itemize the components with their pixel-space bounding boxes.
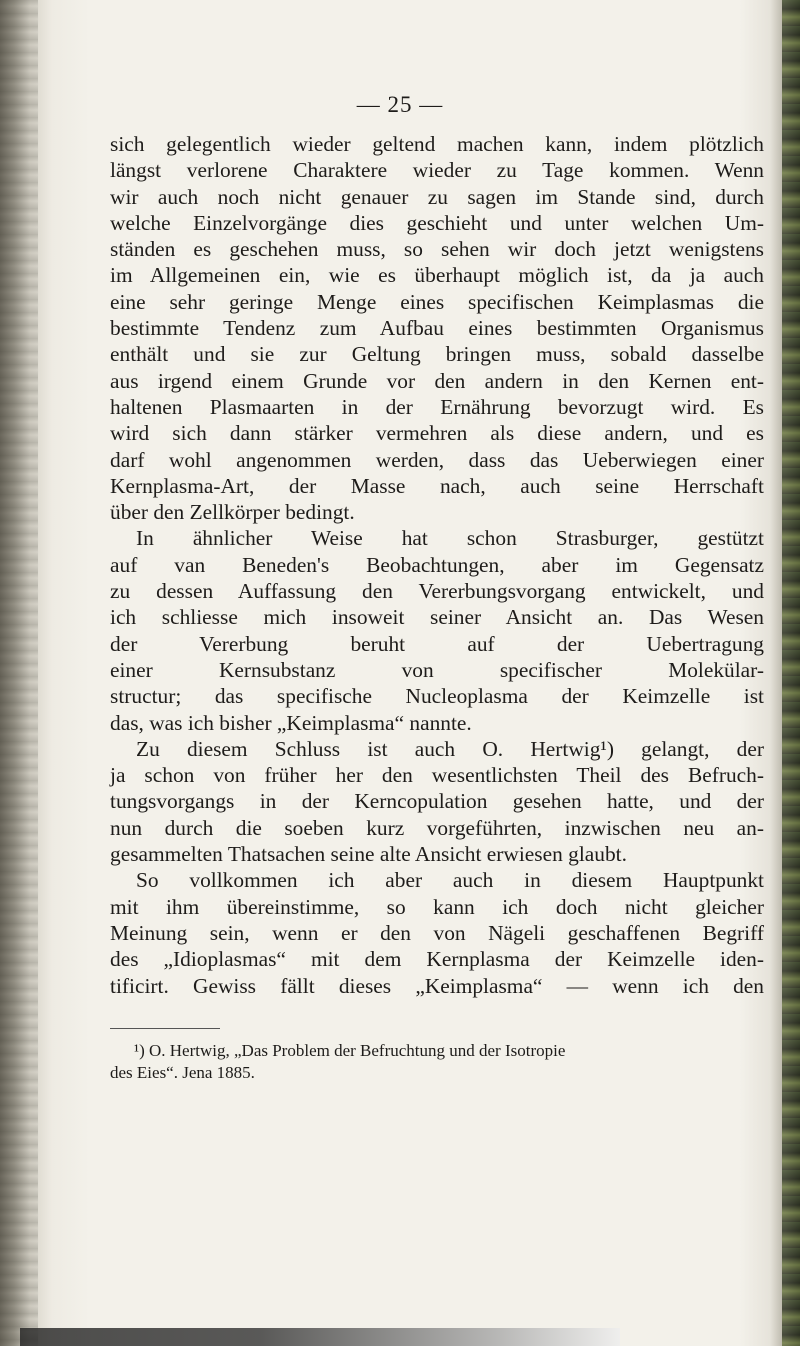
text-line: zu dessen Auffassung den Vererbungsvorgang entwickelt, und xyxy=(110,579,764,604)
text-line: wird sich dann stärker vermehren als diese andern, und es xyxy=(110,421,764,446)
text-line: tificirt. Gewiss fällt dieses „Keimplasma“ — wenn ich den xyxy=(110,973,764,998)
text-line: haltenen Plasmaarten in der Ernährung bevorzugt wird. Es xyxy=(110,394,764,419)
text-line: der Vererbung beruht auf der Uebertragung xyxy=(110,631,764,656)
text-line: eine sehr geringe Menge eines specifischen Keimplasmas die xyxy=(110,289,764,314)
text-line: wir auch noch nicht genauer zu sagen im Stande sind, durch xyxy=(110,184,764,209)
footnote-line: ¹) O. Hertwig, „Das Problem der Befruchtung und der Isotropie xyxy=(134,1041,566,1060)
scan-bottom-shadow xyxy=(20,1328,620,1346)
text-line: des „Idioplasmas“ mit dem Kernplasma der Keimzelle iden- xyxy=(110,947,764,972)
text-line: bestimmte Tendenz zum Aufbau eines bestimmten Organismus xyxy=(110,316,764,341)
text-line: aus irgend einem Grunde vor den andern in den Kernen ent- xyxy=(110,368,764,393)
paragraph-end-line: über den Zellkörper bedingt. xyxy=(110,500,355,525)
text-line: ja schon von früher her den wesentlichsten Theil des Befruch- xyxy=(110,763,764,788)
paragraph-end-line: das, was ich bisher „Keimplasma“ nannte. xyxy=(110,710,472,735)
footnote-line: des Eies“. Jena 1885. xyxy=(110,1063,255,1082)
text-line: darf wohl angenommen werden, dass das Ueberwiegen einer xyxy=(110,447,764,472)
footnote xyxy=(110,1040,764,1084)
text-line: structur; das specifische Nucleoplasma der Keimzelle ist xyxy=(110,684,764,709)
text-line: enthält und sie zur Geltung bringen muss, sobald dasselbe xyxy=(110,342,764,367)
text-line: im Allgemeinen ein, wie es überhaupt möglich ist, da ja auch xyxy=(110,263,764,288)
text-line: längst verlorene Charaktere wieder zu Tage kommen. Wenn xyxy=(110,158,764,183)
body-text xyxy=(110,131,764,999)
paragraph-start-line: In ähnlicher Weise hat schon Strasburger, gestützt xyxy=(136,526,764,551)
text-line: tungsvorgangs in der Kerncopulation gesehen hatte, und der xyxy=(110,789,764,814)
text-line: Kernplasma-Art, der Masse nach, auch seine Herrschaft xyxy=(110,473,764,498)
text-line: ständen es geschehen muss, so sehen wir doch jetzt wenigstens xyxy=(110,237,764,262)
paragraph-start-line: So vollkommen ich aber auch in diesem Hauptpunkt xyxy=(136,868,764,893)
footnote-divider xyxy=(110,1028,220,1029)
text-line: ich schliesse mich insoweit seiner Ansicht an. Das Wesen xyxy=(110,605,764,630)
text-line: Meinung sein, wenn er den von Nägeli geschaffenen Begriff xyxy=(110,920,764,945)
text-line: mit ihm übereinstimme, so kann ich doch nicht gleicher xyxy=(110,894,764,919)
paragraph-end-line: gesammelten Thatsachen seine alte Ansicht erwiesen glaubt. xyxy=(110,842,627,867)
paragraph-start-line: Zu diesem Schluss ist auch O. Hertwig¹) gelangt, der xyxy=(136,736,764,761)
text-line: einer Kernsubstanz von specifischer Molekülar- xyxy=(110,657,764,682)
text-line: welche Einzelvorgänge dies geschieht und unter welchen Um- xyxy=(110,210,764,235)
text-line: auf van Beneden's Beobachtungen, aber im Gegensatz xyxy=(110,552,764,577)
page-number: — 25 — xyxy=(356,92,444,117)
text-line: nun durch die soeben kurz vorgeführten, inzwischen neu an- xyxy=(110,815,764,840)
text-line: sich gelegentlich wieder geltend machen kann, indem plötzlich xyxy=(110,132,764,156)
